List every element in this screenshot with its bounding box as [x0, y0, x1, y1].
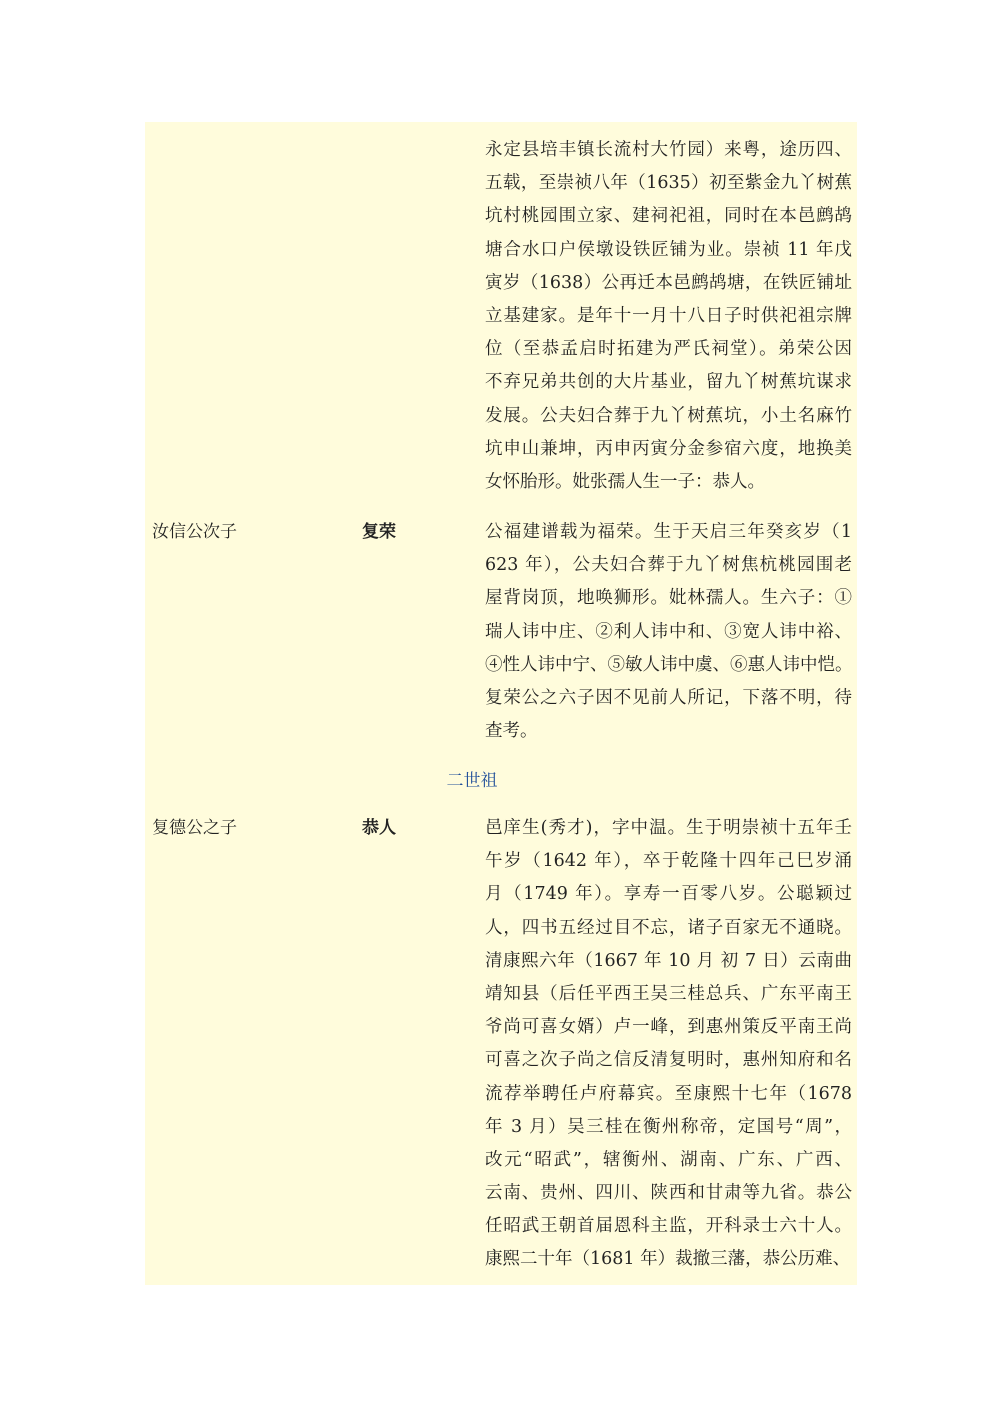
text-line: 年 3 月）吴三桂在衡州称帝，定国号“周”，	[485, 1116, 852, 1137]
entry-body	[485, 134, 852, 499]
text-line: 康熙二十年（1681 年）裁撤三藩，恭公历难、	[485, 1249, 851, 1270]
text-line: 午岁（1642 年），卒于乾隆十四年己巳岁涌	[485, 851, 852, 872]
text-line: 永定县培丰镇长流村大竹园）来粤，途历四、	[485, 140, 852, 160]
text-line: 云南、贵州、四川、陕西和甘肃等九省。恭公	[485, 1183, 852, 1204]
text-line: 五载，至崇祯八年（1635）初至紫金九丫树蕉	[485, 173, 852, 194]
text-line: 塘合水口户侯墩设铁匠铺为业。崇祯 11 年戊	[485, 239, 852, 260]
entry-relation: 复德公之子	[152, 818, 237, 838]
text-line: 邑庠生(秀才)，字中温。生于明崇祯十五年壬	[485, 818, 852, 838]
text-line: 任昭武王朝首届恩科主监，开科录士六十人。	[485, 1216, 852, 1237]
text-line: 改元“昭武”，辖衡州、湖南、广东、广西、	[485, 1149, 852, 1170]
text-line: 月（1749 年）。享寿一百零八岁。公聪颖过	[485, 884, 852, 905]
text-line: 坑村桃园围立家、建祠祀祖，同时在本邑鹧鸪	[485, 206, 852, 227]
text-line: 不弃兄弟共创的大片基业，留九丫树蕉坑谋求	[485, 372, 852, 393]
text-line: 清康熙六年（1667 年 10 月 初 7 日）云南曲	[485, 950, 852, 971]
entry-body	[485, 812, 852, 1277]
text-line: 爷尚可喜女婿）卢一峰，到惠州策反平南王尚	[485, 1017, 852, 1038]
text-line: 查考。	[485, 721, 538, 742]
text-line: 屋背岗顶，地唤狮形。妣林孺人。生六子：①	[485, 588, 852, 609]
text-line: 位（至恭孟启时拓建为严氏祠堂）。弟荣公因	[485, 339, 852, 360]
text-line: 瑞人讳中庄、②利人讳中和、③宽人讳中裕、	[485, 621, 852, 642]
text-line: ④性人讳中宁、⑤敏人讳中虞、⑥惠人讳中恺。	[485, 654, 853, 675]
entry-relation: 汝信公次子	[152, 522, 237, 542]
text-line: 623 年），公夫妇合葬于九丫树焦杭桃园围老	[485, 555, 852, 576]
text-line: 坑申山兼坤，丙申丙寅分金参宿六度，地换美	[485, 438, 852, 459]
text-line: 发展。公夫妇合葬于九丫树蕉坑，小土名麻竹	[485, 405, 852, 426]
text-line: 可喜之次子尚之信反清复明时，惠州知府和名	[485, 1050, 852, 1071]
text-line: 公福建谱载为福荣。生于天启三年癸亥岁（1	[485, 522, 852, 542]
generation-heading: 二世祖	[446, 771, 498, 791]
entry-name: 恭人	[362, 818, 396, 838]
genealogy-table	[145, 122, 857, 1285]
entry-body	[485, 516, 852, 748]
text-line: 靖知县（后任平西王吴三桂总兵、广东平南王	[485, 983, 852, 1004]
text-line: 流荐举聘任卢府幕宾。至康熙十七年（1678	[485, 1083, 852, 1104]
text-line: 人，四书五经过目不忘，诸子百家无不通晓。	[485, 917, 852, 938]
entry-name: 复荣	[362, 522, 396, 542]
text-line: 复荣公之六子因不见前人所记，下落不明，待	[485, 687, 852, 708]
text-line: 立基建家。是年十一月十八日子时供祀祖宗牌	[485, 305, 852, 326]
text-line: 女怀胎形。妣张孺人生一子：恭人。	[485, 471, 765, 492]
text-line: 寅岁（1638）公再迁本邑鹧鸪塘，在铁匠铺址	[485, 272, 852, 293]
